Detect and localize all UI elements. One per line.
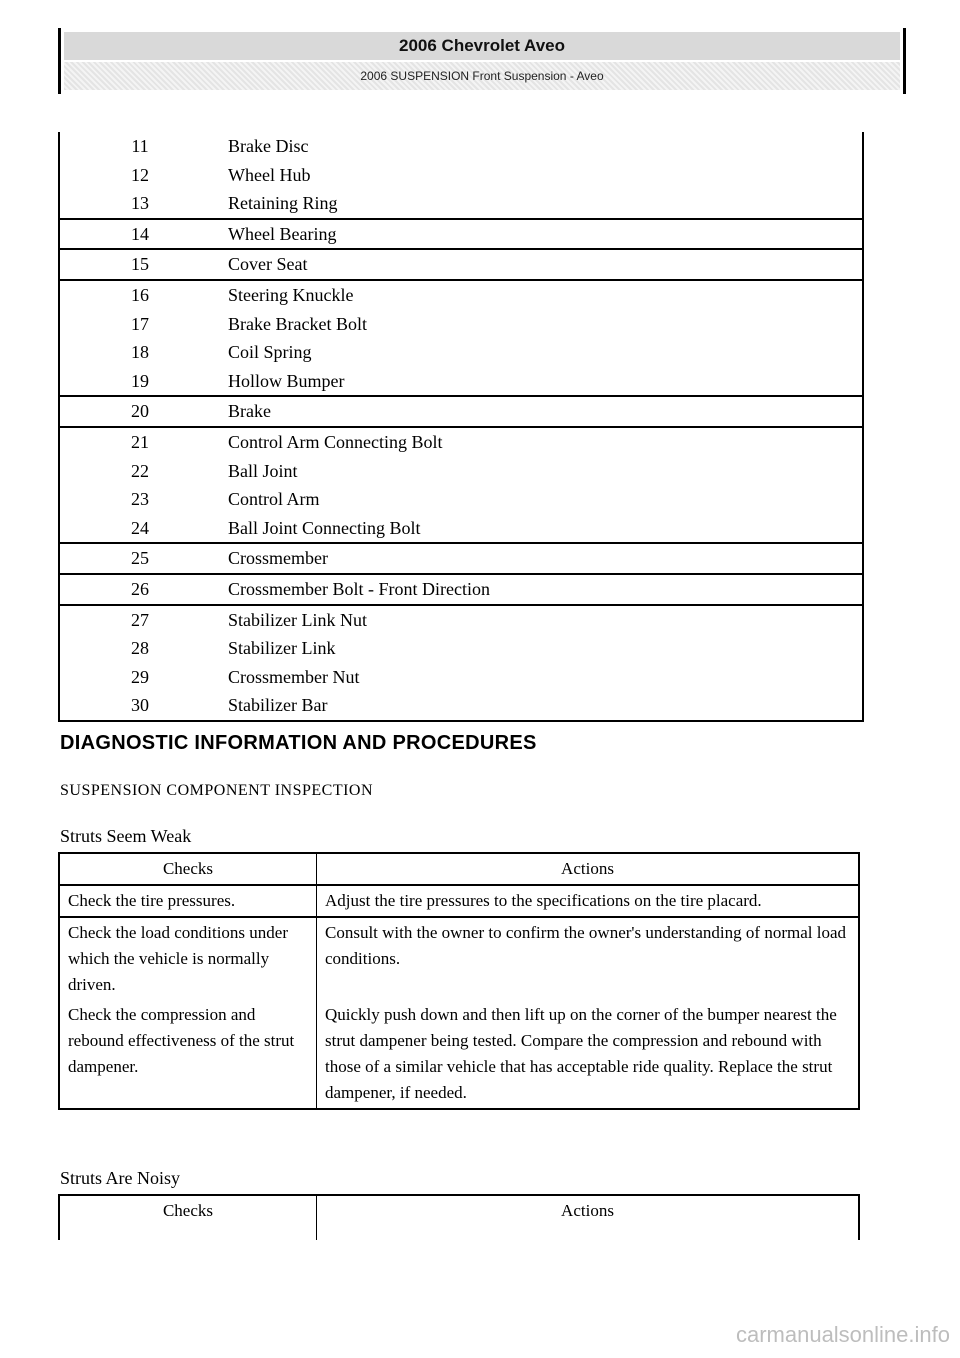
item-number: 26 — [131, 578, 149, 599]
parts-group — [60, 279, 862, 395]
item-description: Control Arm Connecting Bolt — [228, 431, 443, 452]
item-number: 25 — [131, 548, 149, 569]
parts-group — [60, 248, 862, 279]
item-number: 30 — [131, 695, 149, 716]
item-description: Stabilizer Link Nut — [228, 609, 367, 630]
table-row — [60, 606, 862, 635]
item-description: Cover Seat — [228, 254, 308, 275]
table-row — [60, 663, 862, 692]
item-description: Crossmember Bolt - Front Direction — [228, 578, 490, 599]
table-row — [60, 310, 862, 339]
header-right-rule — [903, 28, 906, 94]
item-description: Crossmember Nut — [228, 666, 360, 687]
parts-group — [60, 218, 862, 249]
item-description: Crossmember — [228, 548, 328, 569]
table-row — [60, 691, 862, 720]
table-row — [60, 189, 862, 218]
table-row — [60, 514, 862, 543]
table-row — [60, 132, 862, 161]
item-description: Brake Disc — [228, 136, 309, 156]
parts-group — [60, 132, 862, 218]
item-description: Stabilizer Link — [228, 638, 336, 659]
table-row — [60, 338, 862, 367]
item-description: Steering Knuckle — [228, 284, 354, 305]
parts-group — [60, 573, 862, 604]
table-row — [60, 281, 862, 310]
item-number: 29 — [131, 666, 149, 687]
table-row — [60, 220, 862, 249]
struts-weak-table — [58, 852, 860, 1110]
table-row — [60, 544, 862, 573]
parts-group — [60, 604, 862, 720]
item-description: Retaining Ring — [228, 193, 338, 214]
struts-noisy-table — [58, 1194, 860, 1240]
action-cell: Consult with the owner to confirm the owner's understanding of normal load conditions. — [325, 923, 846, 968]
header-left-rule — [58, 28, 61, 94]
subsection-heading: SUSPENSION COMPONENT INSPECTION — [60, 782, 374, 799]
item-number: 18 — [131, 342, 149, 363]
parts-group — [60, 426, 862, 542]
table-row — [59, 885, 859, 917]
item-description: Wheel Bearing — [228, 223, 337, 244]
item-number: 12 — [131, 164, 149, 185]
check-cell: Check the compression and rebound effectiveness of the strut dampener. — [59, 1000, 317, 1109]
table-row — [59, 1000, 859, 1109]
item-number: 24 — [131, 517, 149, 538]
table-row — [60, 457, 862, 486]
item-description: Ball Joint Connecting Bolt — [228, 517, 421, 538]
table-row — [60, 634, 862, 663]
action-cell: Quickly push down and then lift up on the corner of the bumper nearest the strut dampener being tested. Compare the compression and rebound with those of a similar vehicle that has acceptable ride quality. Replace the strut dampener, if needed. — [325, 1005, 837, 1102]
item-number: 22 — [131, 460, 149, 481]
item-number: 17 — [131, 313, 149, 334]
table-row — [60, 485, 862, 514]
table-title-struts-weak: Struts Seem Weak — [60, 826, 192, 846]
item-number: 19 — [131, 370, 149, 391]
table-row — [60, 428, 862, 457]
table-row — [60, 575, 862, 604]
table-row — [60, 161, 862, 190]
section-heading: DIAGNOSTIC INFORMATION AND PROCEDURES — [60, 732, 537, 754]
col-header-checks: Checks — [59, 853, 317, 885]
item-number: 28 — [131, 638, 149, 659]
item-number: 15 — [131, 254, 149, 275]
item-number: 16 — [131, 284, 149, 305]
table-row — [60, 250, 862, 279]
item-description: Stabilizer Bar — [228, 695, 328, 716]
item-description: Coil Spring — [228, 342, 312, 363]
item-number: 14 — [131, 223, 149, 244]
item-description: Control Arm — [228, 489, 320, 510]
col-header-actions: Actions — [317, 853, 860, 885]
parts-group — [60, 395, 862, 426]
parts-group — [60, 542, 862, 573]
item-description: Ball Joint — [228, 460, 298, 481]
item-description: Brake — [228, 401, 271, 422]
item-number: 11 — [131, 136, 149, 156]
header-title: 2006 Chevrolet Aveo — [64, 32, 900, 60]
table-row — [60, 397, 862, 426]
item-description: Wheel Hub — [228, 164, 311, 185]
header-subtitle: 2006 SUSPENSION Front Suspension - Aveo — [64, 62, 900, 90]
item-number: 27 — [131, 609, 149, 630]
watermark: carmanualsonline.info — [735, 1322, 950, 1347]
action-cell: Adjust the tire pressures to the specifications on the tire placard. — [317, 885, 860, 917]
item-number: 13 — [131, 193, 149, 214]
parts-legend-table — [58, 132, 864, 722]
check-cell: Check the tire pressures. — [59, 885, 317, 917]
item-description: Hollow Bumper — [228, 370, 345, 391]
item-number: 23 — [131, 489, 149, 510]
col-header-actions: Actions — [561, 1201, 614, 1220]
table-row — [59, 917, 859, 1000]
item-number: 21 — [131, 431, 149, 452]
item-number: 20 — [131, 401, 149, 422]
item-description: Brake Bracket Bolt — [228, 313, 367, 334]
check-cell: Check the load conditions under which the vehicle is normally driven. — [59, 917, 317, 1000]
page-header — [58, 28, 906, 94]
table-row — [60, 367, 862, 396]
col-header-checks: Checks — [59, 1195, 317, 1240]
table-title-struts-noisy: Struts Are Noisy — [60, 1168, 181, 1188]
